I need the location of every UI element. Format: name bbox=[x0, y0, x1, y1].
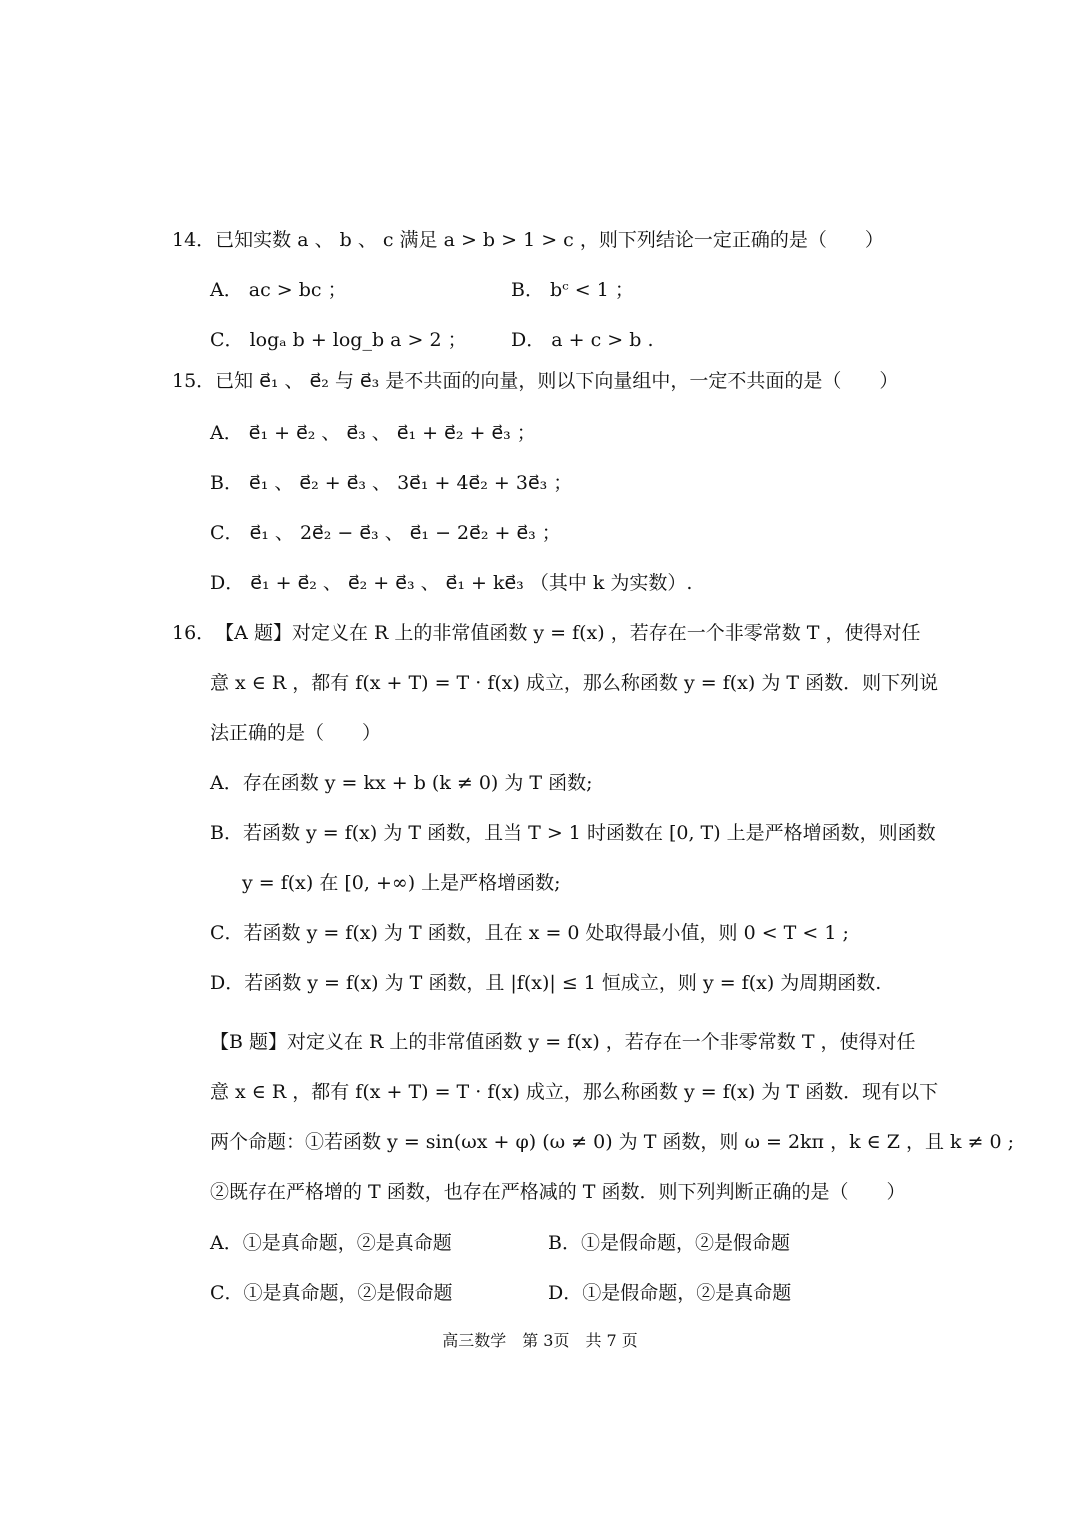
q16b-option-a: A．①是真命题，②是真命题 bbox=[210, 1232, 452, 1254]
q16b-option-c: C．①是真命题，②是假命题 bbox=[210, 1282, 453, 1304]
q14-option-c: C． logₐ b + log_b a > 2 ； bbox=[210, 329, 467, 351]
q16b-stem-line2: 意 x ∈ R ，都有 f(x + T) = T · f(x) 成立，那么称函数 y = f(x) 为 T 函数．现有以下 bbox=[210, 1081, 939, 1103]
q15-option-d: D． e⃗₁ + e⃗₂ 、 e⃗₂ + e⃗₃ 、 e⃗₁ + ke⃗₃ （其中 k 为实数）. bbox=[210, 572, 693, 594]
q16a-option-b-line1: B．若函数 y = f(x) 为 T 函数，且当 T > 1 时函数在 [0, T) 上是严格增函数，则函数 bbox=[210, 822, 936, 844]
q16b-option-b: B．①是假命题，②是假命题 bbox=[548, 1232, 790, 1254]
q16a-stem-line1: 16． 【A 题】对定义在 R 上的非常值函数 y = f(x) ，若存在一个非零常数 T ，使得对任 bbox=[172, 622, 921, 644]
q16a-stem-line3: 法正确的是（ ） bbox=[210, 722, 382, 744]
q14-option-b: B． bᶜ < 1 ； bbox=[511, 279, 634, 301]
q16b-stem-line3: 两个命题：①若函数 y = sin(ωx + φ) (ω ≠ 0) 为 T 函数，则 ω = 2kπ ，k ∈ Z ，且 k ≠ 0 ; bbox=[210, 1131, 1015, 1153]
q15-option-c: C． e⃗₁ 、 2e⃗₂ − e⃗₃ 、 e⃗₁ − 2e⃗₂ + e⃗₃ ； bbox=[210, 522, 561, 544]
q14-stem: 14．已知实数 a 、 b 、 c 满足 a > b > 1 > c ，则下列结论一定正确的是（ ） bbox=[172, 229, 884, 251]
q16a-option-c: C．若函数 y = f(x) 为 T 函数，且在 x = 0 处取得最小值，则 0 < T < 1 ; bbox=[210, 922, 849, 944]
q15-stem: 15．已知 e⃗₁ 、 e⃗₂ 与 e⃗₃ 是不共面的向量，则以下向量组中，一定不共面的是（ ） bbox=[172, 370, 899, 392]
q16a-stem-line2: 意 x ∈ R ，都有 f(x + T) = T · f(x) 成立，那么称函数 y = f(x) 为 T 函数．则下列说 bbox=[210, 672, 939, 694]
q16a-option-b-line2: y = f(x) 在 [0, +∞) 上是严格增函数; bbox=[242, 872, 561, 894]
q15-option-a: A． e⃗₁ + e⃗₂ 、 e⃗₃ 、 e⃗₁ + e⃗₂ + e⃗₃ ； bbox=[210, 422, 536, 444]
q15-option-b: B． e⃗₁ 、 e⃗₂ + e⃗₃ 、 3e⃗₁ + 4e⃗₂ + 3e⃗₃ ； bbox=[210, 472, 573, 494]
q16b-stem-line4: ②既存在严格增的 T 函数，也存在严格减的 T 函数．则下列判断正确的是（ ） bbox=[210, 1181, 906, 1203]
q16a-option-a: A．存在函数 y = kx + b (k ≠ 0) 为 T 函数; bbox=[210, 772, 593, 794]
q14-option-d: D． a + c > b . bbox=[511, 329, 654, 351]
page-footer: 高三数学 第 3页 共 7 页 bbox=[442, 1331, 638, 1350]
q16a-option-d: D．若函数 y = f(x) 为 T 函数，且 |f(x)| ≤ 1 恒成立，则 y = f(x) 为周期函数. bbox=[210, 972, 882, 994]
q16b-option-d: D．①是假命题，②是真命题 bbox=[548, 1282, 792, 1304]
q16b-stem-line1: 【B 题】对定义在 R 上的非常值函数 y = f(x) ，若存在一个非零常数 T ，使得对任 bbox=[210, 1031, 916, 1053]
q14-option-a: A． ac > bc ； bbox=[210, 279, 347, 301]
